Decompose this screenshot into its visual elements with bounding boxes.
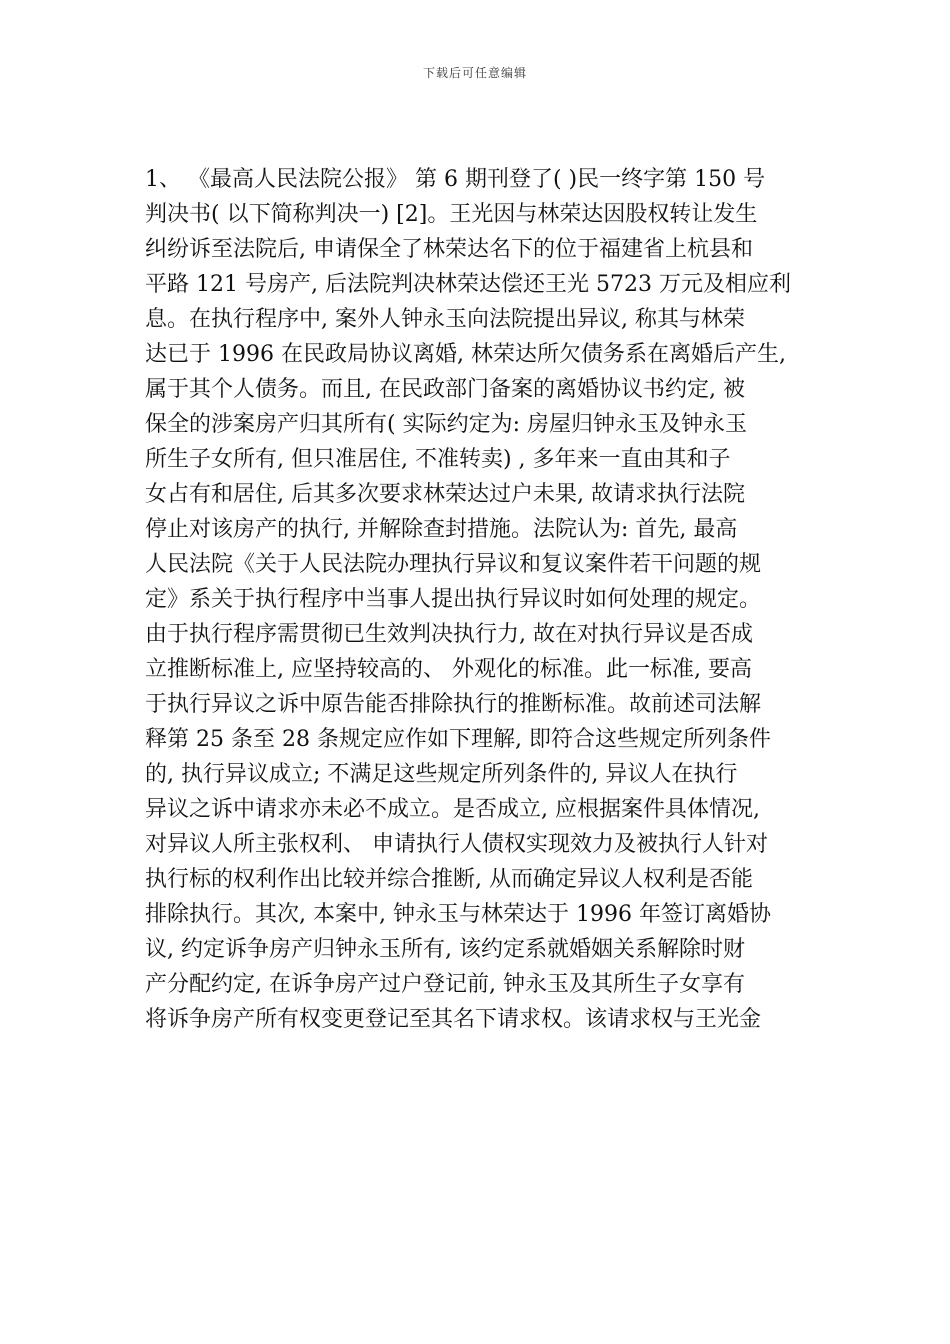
text-line: 排除执行。其次, 本案中, 钟永玉与林荣达于 1996 年签订离婚协 [145, 902, 771, 927]
text-line: 将诉争房产所有权变更登记至其名下请求权。该请求权与王光金 [145, 1007, 762, 1032]
text-line: 纠纷诉至法院后, 申请保全了林荣达名下的位于福建省上杭县和 [145, 237, 753, 262]
body-paragraph [145, 162, 815, 1037]
text-line: 属于其个人债务。而且, 在民政部门备案的离婚协议书约定, 被 [145, 377, 745, 402]
text-line: 于执行异议之诉中原告能否排除执行的推断标准。故前述司法解 [145, 692, 762, 717]
text-line: 立推断标准上, 应坚持较高的、 外观化的标准。此一标准, 要高 [145, 657, 752, 682]
text-line: 女占有和居住, 后其多次要求林荣达过户未果, 故请求执行法院 [145, 482, 745, 507]
text-line: 异议之诉中请求亦未必不成立。是否成立, 应根据案件具体情况, [145, 797, 760, 822]
text-line: 判决书( 以下简称判决一) [2]。王光因与林荣达因股权转让发生 [145, 202, 758, 227]
text-line: 所生子女所有, 但只准居住, 不准转卖) , 多年来一直由其和子 [145, 447, 731, 472]
text-line: 定》系关于执行程序中当事人提出执行异议时如何处理的规定。 [145, 587, 762, 612]
text-line: 对异议人所主张权利、 申请执行人债权实现效力及被执行人针对 [145, 832, 768, 857]
page-header: 下载后可任意编辑 [422, 66, 527, 80]
text-line: 保全的涉案房产归其所有( 实际约定为: 房屋归钟永玉及钟永玉 [145, 412, 747, 437]
text-line: 平路 121 号房产, 后法院判决林荣达偿还王光 5723 万元及相应利 [145, 272, 791, 297]
text-line: 达已于 1996 在民政局协议离婚, 林荣达所欠债务系在离婚后产生, [145, 342, 786, 367]
text-line: 释第 25 条至 28 条规定应作如下理解, 即符合这些规定所列条件 [145, 727, 771, 752]
text-line: 停止对该房产的执行, 并解除查封措施。法院认为: 首先, 最高 [145, 517, 738, 542]
text-line: 人民法院《关于人民法院办理执行异议和复议案件若干问题的规 [145, 552, 762, 577]
text-line: 由于执行程序需贯彻已生效判决执行力, 故在对执行异议是否成 [145, 622, 753, 647]
text-line: 执行标的权利作出比较并综合推断, 从而确定异议人权利是否能 [145, 867, 753, 892]
text-line: 的, 执行异议成立; 不满足这些规定所列条件的, 异议人在执行 [145, 762, 738, 787]
text-line: 息。在执行程序中, 案外人钟永玉向法院提出异议, 称其与林荣 [145, 307, 745, 332]
text-line: 1、 《最高人民法院公报》 第 6 期刊登了( )民一终字第 150 号 [145, 167, 766, 192]
text-line: 议, 约定诉争房产归钟永玉所有, 该约定系就婚姻关系解除时财 [145, 937, 745, 962]
text-line: 产分配约定, 在诉争房产过户登记前, 钟永玉及其所生子女享有 [145, 972, 745, 997]
